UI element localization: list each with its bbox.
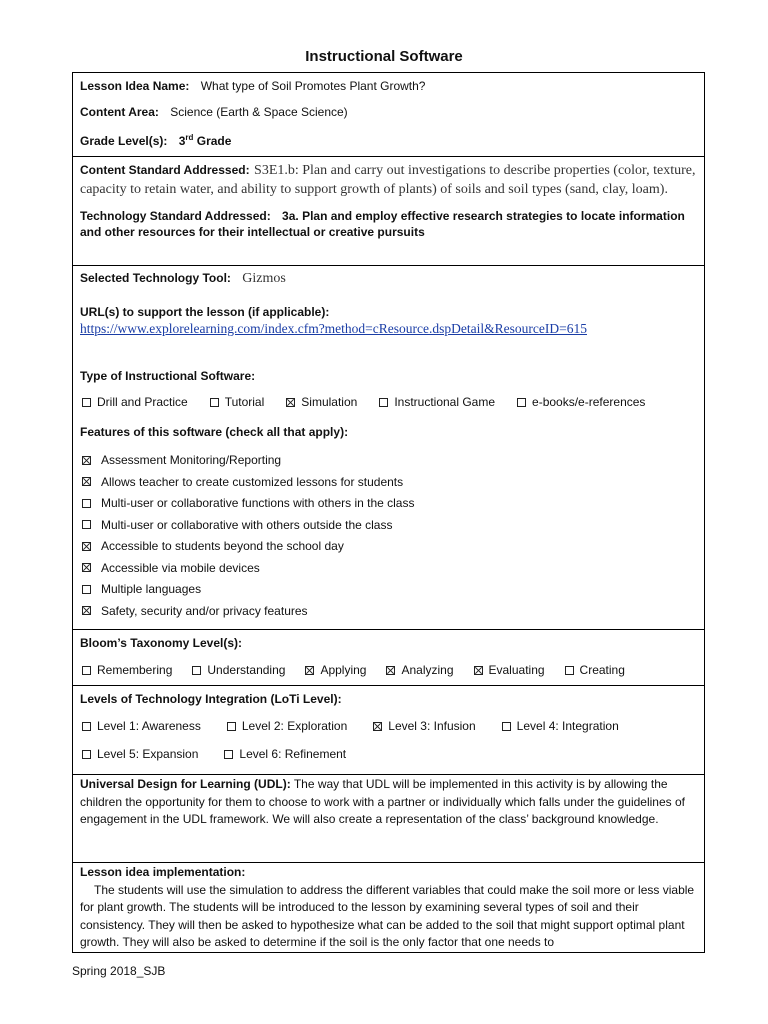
implementation-label: Lesson idea implementation: — [80, 865, 246, 879]
checked-checkbox-icon[interactable] — [82, 477, 91, 486]
feature-label: Multi-user or collaborative with others outside the class — [101, 517, 393, 532]
loti-option-label: Level 4: Integration — [516, 719, 619, 733]
technology-tool-line — [80, 269, 696, 288]
checked-checkbox-icon[interactable] — [82, 606, 91, 615]
loti-option-level-3-infusion[interactable] — [373, 718, 475, 734]
feature-item[interactable] — [82, 538, 696, 554]
feature-item[interactable] — [82, 495, 696, 511]
unchecked-checkbox-icon[interactable] — [82, 520, 91, 529]
blooms-option-applying[interactable] — [305, 662, 366, 678]
content-area-value: Science (Earth & Space Science) — [170, 105, 348, 119]
unchecked-checkbox-icon[interactable] — [224, 750, 233, 759]
checked-checkbox-icon[interactable] — [474, 666, 483, 675]
software-type-option-instructional-game[interactable] — [379, 394, 495, 410]
checked-checkbox-icon[interactable] — [386, 666, 395, 675]
udl-label: Universal Design for Learning (UDL): — [80, 777, 291, 791]
software-type-option-label: Tutorial — [224, 395, 265, 409]
loti-option-level-1-awareness[interactable] — [82, 718, 201, 734]
unchecked-checkbox-icon[interactable] — [379, 398, 388, 407]
feature-item[interactable] — [82, 581, 696, 597]
content-standard-value: S3E1.b: Plan and carry out investigations to describe properties (color, texture, capacity to retain water, and ability to support growth of plants) of soils and soil types (sand, clay, loam). — [80, 163, 696, 197]
feature-label: Multi-user or collaborative functions with others in the class — [101, 496, 415, 510]
software-type-option-label: e-books/e-references — [532, 395, 646, 409]
checked-checkbox-icon[interactable] — [305, 666, 314, 675]
feature-label: Allows teacher to create customized lessons for students — [101, 474, 404, 489]
unchecked-checkbox-icon[interactable] — [82, 666, 91, 675]
grade-level-number: 3 — [178, 134, 186, 148]
unchecked-checkbox-icon[interactable] — [517, 398, 526, 407]
implementation-section — [73, 863, 704, 952]
lesson-idea-value: What type of Soil Promotes Plant Growth? — [200, 79, 426, 93]
unchecked-checkbox-icon[interactable] — [565, 666, 574, 675]
checked-checkbox-icon[interactable] — [82, 563, 91, 572]
content-area-line — [80, 104, 696, 120]
loti-option-label: Level 5: Expansion — [97, 747, 199, 761]
blooms-option-label: Creating — [579, 663, 625, 677]
loti-options-row-1 — [82, 718, 696, 734]
blooms-option-label: Remembering — [97, 663, 173, 677]
checked-checkbox-icon[interactable] — [286, 398, 295, 407]
feature-item[interactable] — [82, 452, 696, 468]
software-type-option-label: Instructional Game — [394, 395, 496, 409]
unchecked-checkbox-icon[interactable] — [82, 398, 91, 407]
software-type-options — [82, 394, 696, 410]
technology-tool-value: Gizmos — [242, 271, 286, 286]
grade-level-label: Grade Level(s): — [80, 134, 168, 148]
feature-label: Accessible to students beyond the school day — [101, 539, 344, 553]
unchecked-checkbox-icon[interactable] — [82, 722, 91, 731]
loti-option-level-5-expansion[interactable] — [82, 746, 198, 762]
blooms-label: Bloom’s Taxonomy Level(s): — [80, 636, 243, 650]
feature-label: Multiple languages — [101, 582, 202, 596]
unchecked-checkbox-icon[interactable] — [82, 499, 91, 508]
document-title: Instructional Software — [305, 48, 463, 65]
software-type-option-label: Drill and Practice — [97, 395, 188, 409]
blooms-option-evaluating[interactable] — [474, 662, 545, 678]
lesson-info-section — [73, 73, 704, 157]
feature-item[interactable] — [82, 603, 696, 619]
feature-label: Accessible via mobile devices — [101, 560, 260, 575]
loti-option-level-4-integration[interactable] — [502, 718, 619, 734]
content-standard — [80, 161, 696, 199]
loti-label: Levels of Technology Integration (LoTi Level): — [80, 692, 342, 706]
loti-option-level-2-exploration[interactable] — [227, 718, 347, 734]
implementation-text: The students will use the simulation to address the different variables that could make the soil more or less viable for plant growth. The students will be introduced to the lesson by examining several types of soil and their consistency. They will then be asked to hypothesize what can be added to the soil that might support optimal plant growth. They will also be asked to determine if the soil is the only factor that one needs to — [80, 882, 695, 949]
software-type-option-drill-and-practice[interactable] — [82, 394, 188, 410]
unchecked-checkbox-icon[interactable] — [192, 666, 201, 675]
blooms-option-label: Evaluating — [488, 663, 545, 677]
udl-text: The way that UDL will be implemented in this activity is by allowing the children the opportunity for them to choose to work with a partner or individually which falls under the guidelines of engagement in the UDL framework. We will also create a representation of the class’ background knowledge. — [80, 777, 685, 826]
unchecked-checkbox-icon[interactable] — [502, 722, 511, 731]
technology-standard-value: 3a. Plan and employ effective research strategies to locate information and other resources for their intellectual or creative pursuits — [80, 209, 685, 239]
unchecked-checkbox-icon[interactable] — [82, 750, 91, 759]
checked-checkbox-icon[interactable] — [373, 722, 382, 731]
blooms-option-remembering[interactable] — [82, 662, 172, 678]
feature-label: Safety, security and/or privacy features — [101, 603, 308, 618]
loti-option-label: Level 2: Exploration — [241, 719, 348, 733]
blooms-option-understanding[interactable] — [192, 662, 285, 678]
loti-option-label: Level 6: Refinement — [239, 747, 347, 761]
grade-level-line — [80, 130, 696, 149]
feature-item[interactable] — [82, 517, 696, 533]
technology-tool-label: Selected Technology Tool: — [80, 271, 231, 285]
grade-level-suffix: rd — [185, 133, 194, 142]
lesson-form — [72, 72, 705, 953]
standards-section — [73, 157, 704, 266]
checked-checkbox-icon[interactable] — [82, 542, 91, 551]
resource-url-link[interactable]: https://www.explorelearning.com/index.cfm?method=cResource.dspDetail&ResourceID=615 — [80, 321, 587, 336]
blooms-option-label: Applying — [320, 663, 367, 677]
loti-option-label: Level 3: Infusion — [388, 719, 476, 733]
technology-standard — [80, 208, 696, 240]
url-line — [80, 320, 696, 338]
software-type-option-e-books-e-references[interactable] — [517, 394, 645, 410]
checked-checkbox-icon[interactable] — [82, 456, 91, 465]
content-area-label: Content Area: — [80, 105, 159, 119]
blooms-section — [73, 630, 704, 686]
unchecked-checkbox-icon[interactable] — [227, 722, 236, 731]
lesson-idea-line — [80, 78, 696, 94]
feature-item[interactable] — [82, 474, 696, 490]
blooms-option-creating[interactable] — [565, 662, 625, 678]
loti-options-row-2 — [82, 746, 696, 762]
feature-label: Assessment Monitoring/Reporting — [101, 453, 282, 467]
software-type-option-label: Simulation — [301, 395, 358, 409]
blooms-option-analyzing[interactable] — [386, 662, 453, 678]
software-type-option-tutorial[interactable] — [210, 394, 265, 410]
url-label: URL(s) to support the lesson (if applicable): — [80, 305, 330, 319]
loti-option-level-6-refinement[interactable] — [224, 746, 346, 762]
blooms-option-label: Analyzing — [401, 663, 454, 677]
tool-section — [73, 266, 704, 630]
feature-item[interactable] — [82, 560, 696, 576]
features-list — [80, 452, 696, 619]
features-label: Features of this software (check all that apply): — [80, 425, 349, 439]
software-type-option-simulation[interactable] — [286, 394, 357, 410]
lesson-idea-label: Lesson Idea Name: — [80, 79, 190, 93]
software-type-label: Type of Instructional Software: — [80, 369, 256, 383]
unchecked-checkbox-icon[interactable] — [210, 398, 219, 407]
loti-section — [73, 686, 704, 775]
loti-option-label: Level 1: Awareness — [97, 719, 201, 733]
unchecked-checkbox-icon[interactable] — [82, 585, 91, 594]
blooms-option-label: Understanding — [207, 663, 286, 677]
content-standard-label: Content Standard Addressed: — [80, 163, 250, 177]
blooms-options — [82, 662, 696, 678]
grade-level-word: Grade — [196, 134, 232, 148]
udl-section — [73, 775, 704, 863]
technology-standard-label: Technology Standard Addressed: — [80, 209, 271, 223]
footer-text: Spring 2018_SJB — [72, 964, 166, 978]
